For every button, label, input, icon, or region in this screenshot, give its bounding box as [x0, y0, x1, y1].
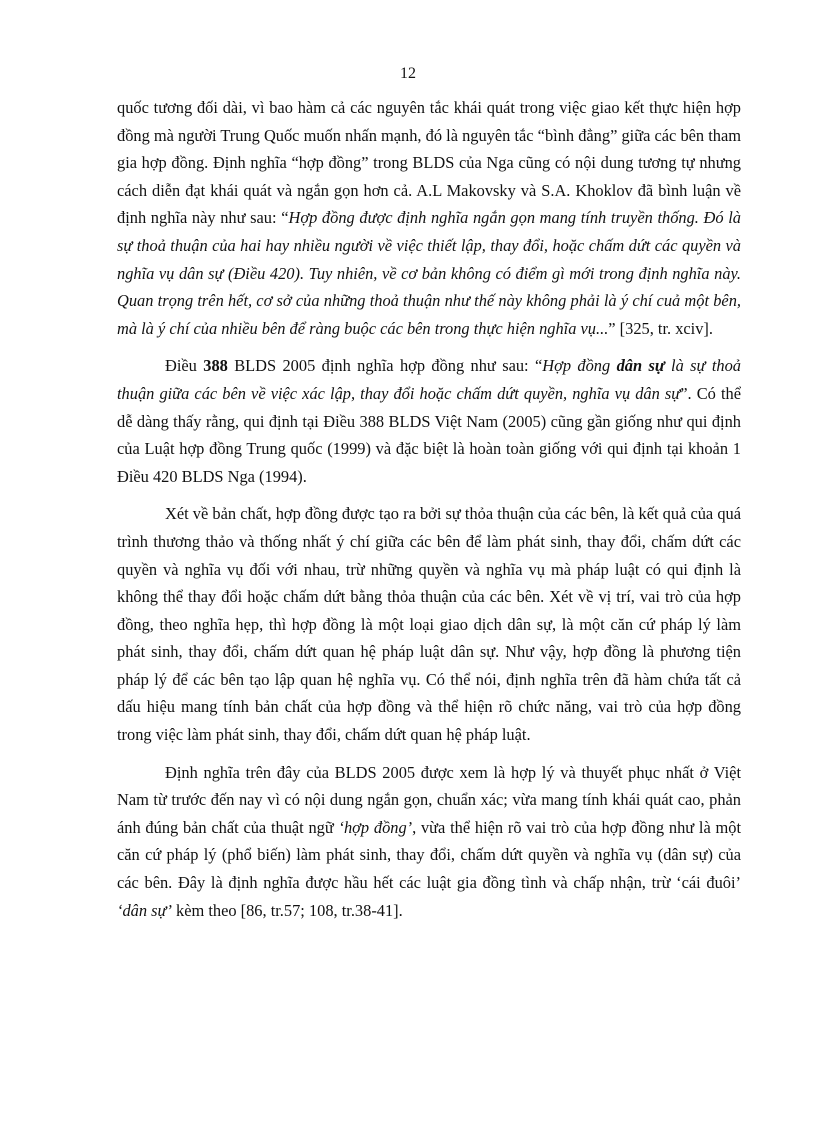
p1-text: quốc tương đối dài, vì bao hàm cả các nguyên tắc khái quát trong việc giao kết thực hiện hợp đồng mà người Trung Quốc muốn nhấn mạnh, đó là nguyên tắc “bình đẳng” giữa các bên tham gia hợp đồng. Định nghĩa “hợp đồng” trong BLDS của Nga cũng có nội dung tương tự nhưng cách diễn đạt khái quát và ngắn gọn hơn cả. A.L Makovsky và S.A. Khoklov đã bình luận về định nghĩa này như sau: “ — [117, 98, 741, 228]
p2-quote-bold: dân sự — [616, 356, 665, 376]
paragraph-2 — [117, 352, 741, 490]
paragraph-1 — [117, 94, 741, 342]
p2-text-c: ”. Có thể dễ dàng thấy rằng, qui định tại Điều 388 BLDS Việt Nam (2005) cũng gần giống như qui định của Luật hợp đồng Trung quốc (1999) và đặc biệt là hoàn toàn giống với qui định tại khoản 1 Điều 420 BLDS Nga (1994). — [117, 383, 741, 486]
p1-quote: Hợp đồng được định nghĩa ngắn gọn mang tính truyền thống. Đó là sự thoả thuận của hai hay nhiều người về việc thiết lập, thay đổi, hoặc chấm dứt các quyền và nghĩa vụ dân sự (Điều 420). Tuy nhiên, về cơ bản không có điểm gì mới trong định nghĩa này. Quan trọng trên hết, cơ sở của những thoả thuận như thế này không phải là ý chí cuả một bên, mà là ý chí của nhiều bên để ràng buộc các bên trong thực hiện nghĩa vụ... — [117, 208, 741, 338]
p4-text-a: Định nghĩa trên đây của BLDS 2005 được xem là hợp lý và thuyết phục nhất ở Việt Nam từ trước đến nay vì có nội dung ngắn gọn, chuẩn xác; vừa mang tính khái quát cao, phản ánh đúng bản chất của thuật ngữ — [117, 762, 741, 837]
p2-quote-b: là sự thoả thuận giữa các bên về việc xác lập, thay đổi hoặc chấm dứt quyền, nghĩa vụ dân sự — [117, 356, 741, 403]
p2-article-number: 388 — [203, 356, 228, 376]
p4-citation: kèm theo [86, tr.57; 108, tr.38-41]. — [171, 900, 403, 920]
p2-quote-a: Hợp đồng — [542, 356, 617, 376]
p2-text-a: Điều — [165, 356, 204, 376]
p1-citation: ” [325, tr. xciv]. — [608, 318, 713, 338]
p4-term-dan-su: ‘dân sự’ — [117, 900, 172, 920]
paragraph-4 — [117, 759, 741, 925]
p4-text-b: , vừa thể hiện rõ vai trò của hợp đồng như là một căn cứ pháp lý (phổ biến) làm phát sinh, thay đổi, chấm dứt quyền và nghĩa vụ (dân sự) của các bên. Đây là định nghĩa được hầu hết các luật gia đồng tình và chấp nhận, trừ ‘cái đuôi’ — [117, 817, 741, 893]
document-body — [117, 94, 741, 924]
p2-text-b: BLDS 2005 định nghĩa hợp đồng như sau: “ — [227, 356, 543, 376]
paragraph-3: Xét về bản chất, hợp đồng được tạo ra bởi sự thỏa thuận của các bên, là kết quả của quá trình thương thảo và thống nhất ý chí giữa các bên để làm phát sinh, thay đổi, chấm dứt các quyền và nghĩa vụ đối với nhau, trừ những quyền và nghĩa vụ mà pháp luật có qui định là không thể thay đổi hoặc chấm dứt bằng thỏa thuận của các bên. Xét về vị trí, vai trò của hợp đồng, theo nghĩa hẹp, thì hợp đồng là một loại giao dịch dân sự, là một căn cứ pháp lý làm phát sinh, thay đổi, chấm dứt quan hệ pháp luật dân sự. Như vậy, hợp đồng là phương tiện pháp lý để các bên tạo lập quan hệ nghĩa vụ. Có thể nói, định nghĩa trên đã hàm chứa tất cả dấu hiệu mang tính bản chất của hợp đồng và thể hiện rõ chức năng, vai trò của hợp đồng trong việc làm phát sinh, thay đổi, chấm dứt quan hệ pháp luật. — [117, 504, 741, 745]
page-number: 12 — [400, 65, 416, 82]
p4-term-hop-dong: ‘hợp đồng’ — [338, 817, 413, 837]
